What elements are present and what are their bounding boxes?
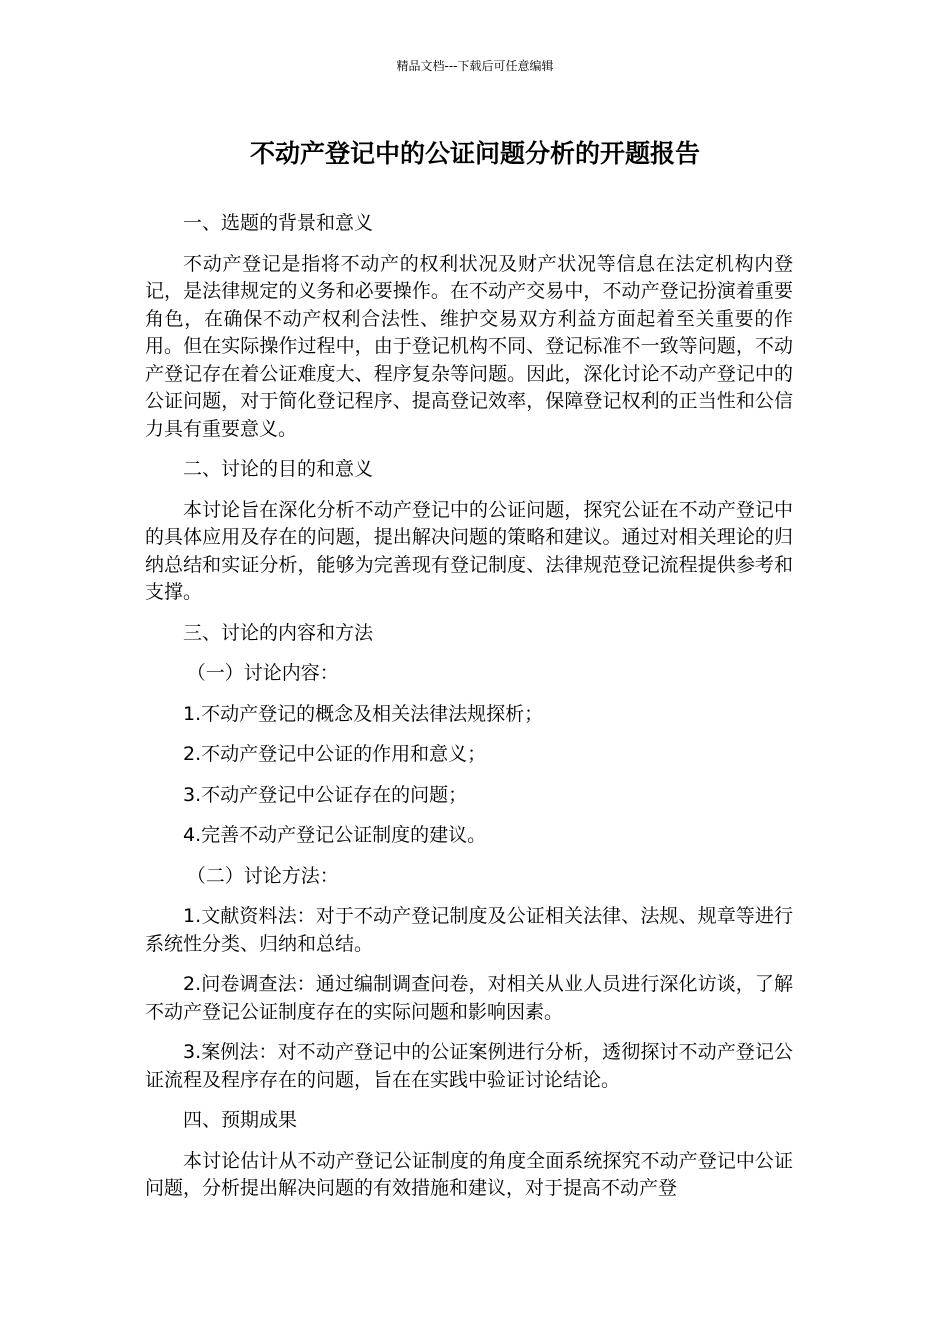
section-heading-content-method: 三、讨论的内容和方法: [183, 621, 374, 644]
subheading-content: （一）讨论内容：: [186, 662, 339, 684]
content-item-2: 2.不动产登记中公证的作用和意义；: [183, 743, 487, 765]
method-item-2: 2.问卷调查法：通过编制调查问卷，对相关从业人员进行深化访谈，了解不动产登记公证制度存在的实际问题和影响因素。: [145, 973, 793, 1023]
method-item-3: 3.案例法：对不动产登记中的公证案例进行分析，透彻探讨不动产登记公证流程及程序存在的问题，旨在在实践中验证讨论结论。: [145, 1041, 793, 1091]
section-heading-purpose: 二、讨论的目的和意义: [183, 458, 374, 480]
document-title: 不动产登记中的公证问题分析的开题报告: [249, 139, 700, 168]
paragraph-outcomes: 本讨论估计从不动产登记公证制度的角度全面系统探究不动产登记中公证问题，分析提出解决问题的有效措施和建议，对于提高不动产登: [145, 1149, 793, 1199]
content-item-4: 4.完善不动产登记公证制度的建议。: [183, 824, 487, 846]
section-heading-outcomes: 四、预期成果: [183, 1109, 298, 1131]
paragraph-background: 不动产登记是指将不动产的权利状况及财产状况等信息在法定机构内登记，是法律规定的义务和必要操作。在不动产交易中，不动产登记扮演着重要角色，在确保不动产权利合法性、维护交易双方利益方面起着至关重要的作用。但在实际操作过程中，由于登记机构不同、登记标准不一致等问题，不动产登记存在着公证难度大、程序复杂等问题。因此，深化讨论不动产登记中的公证问题，对于简化登记程序、提高登记效率，保障登记权利的正当性和公信力具有重要意义。: [145, 252, 793, 440]
subheading-method: （二）讨论方法：: [186, 864, 339, 887]
content-item-1: 1.不动产登记的概念及相关法律法规探析；: [183, 702, 544, 725]
method-item-1: 1.文献资料法：对于不动产登记制度及公证相关法律、法规、规章等进行系统性分类、归纳和总结。: [145, 905, 793, 955]
content-item-3: 3.不动产登记中公证存在的问题；: [183, 783, 468, 806]
section-heading-background: 一、选题的背景和意义: [183, 212, 374, 234]
header-note: 精品文档---下载后可任意编辑: [396, 59, 554, 73]
paragraph-purpose: 本讨论旨在深化分析不动产登记中的公证问题，探究公证在不动产登记中的具体应用及存在的问题，提出解决问题的策略和建议。通过对相关理论的归纳总结和实证分析，能够为完善现有登记制度、法律规范登记流程提供参考和支撑。: [145, 498, 793, 603]
document-body: [145, 210, 793, 1216]
